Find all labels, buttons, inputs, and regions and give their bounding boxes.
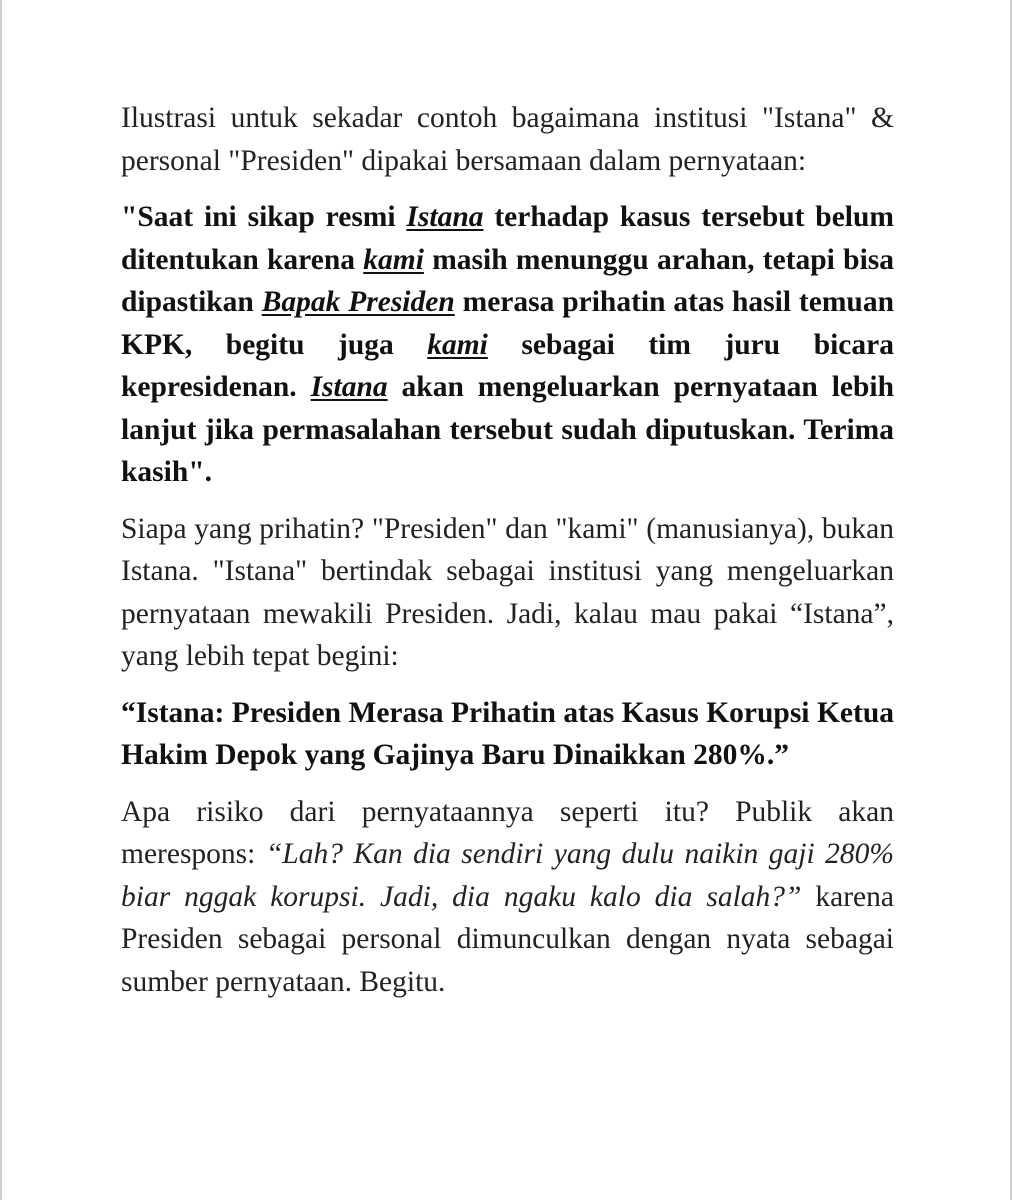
risk-text-1: Apa risiko dari pernyataannya seperti itu? Publik akan merespons: bbox=[121, 795, 894, 870]
document-body bbox=[121, 97, 894, 1017]
headline-quote: “Istana: Presiden Merasa Prihatin atas Kasus Korupsi Ketua Hakim Depok yang Gajinya Baru Dinaikkan 280%.” bbox=[121, 696, 894, 771]
intro-paragraph: Ilustrasi untuk sekadar contoh bagaimana institusi "Istana" & personal "Presiden" dipakai bersamaan dalam pernyataan: bbox=[121, 102, 894, 177]
quote-text-2: terhadap kasus tersebut belum ditentukan karena bbox=[121, 201, 894, 276]
explanation-paragraph: Siapa yang prihatin? "Presiden" dan "kami" (manusianya), bukan Istana. "Istana" bertindak sebagai institusi yang mengeluarkan pernyataan mewakili Presiden. Jadi, kalau mau pakai “Istana”, yang lebih tepat begini: bbox=[121, 512, 894, 672]
public-response-quote: “Lah? Kan dia sendiri yang dulu naikin gaji 280% biar nggak korupsi. Jadi, dia ngaku kalo dia salah?” bbox=[121, 838, 894, 913]
quote-text-6: akan mengeluarkan pernyataan lebih lanjut jika permasalahan tersebut sudah diputuskan. Terima kasih". bbox=[121, 371, 894, 488]
example-quote bbox=[121, 196, 894, 494]
underlined-kami-1: kami bbox=[363, 243, 424, 276]
quote-text-5: sebagai tim juru bicara kepresidenan. bbox=[121, 328, 894, 403]
quote-text-4: merasa prihatin atas hasil temuan KPK, begitu juga bbox=[121, 286, 894, 361]
underlined-bapak-presiden: Bapak Presiden bbox=[261, 286, 455, 318]
underlined-istana-2: Istana bbox=[310, 371, 388, 403]
underlined-kami-2: kami bbox=[427, 328, 488, 361]
quote-text-1: "Saat ini sikap resmi bbox=[121, 201, 407, 233]
risk-paragraph bbox=[121, 791, 894, 1004]
quote-text-3: masih menunggu arahan, tetapi bisa dipastikan bbox=[121, 243, 894, 318]
risk-text-2: karena Presiden sebagai personal dimunculkan dengan nyata sebagai sumber pernyataan. Begitu. bbox=[121, 880, 894, 998]
underlined-istana-1: Istana bbox=[406, 201, 484, 233]
